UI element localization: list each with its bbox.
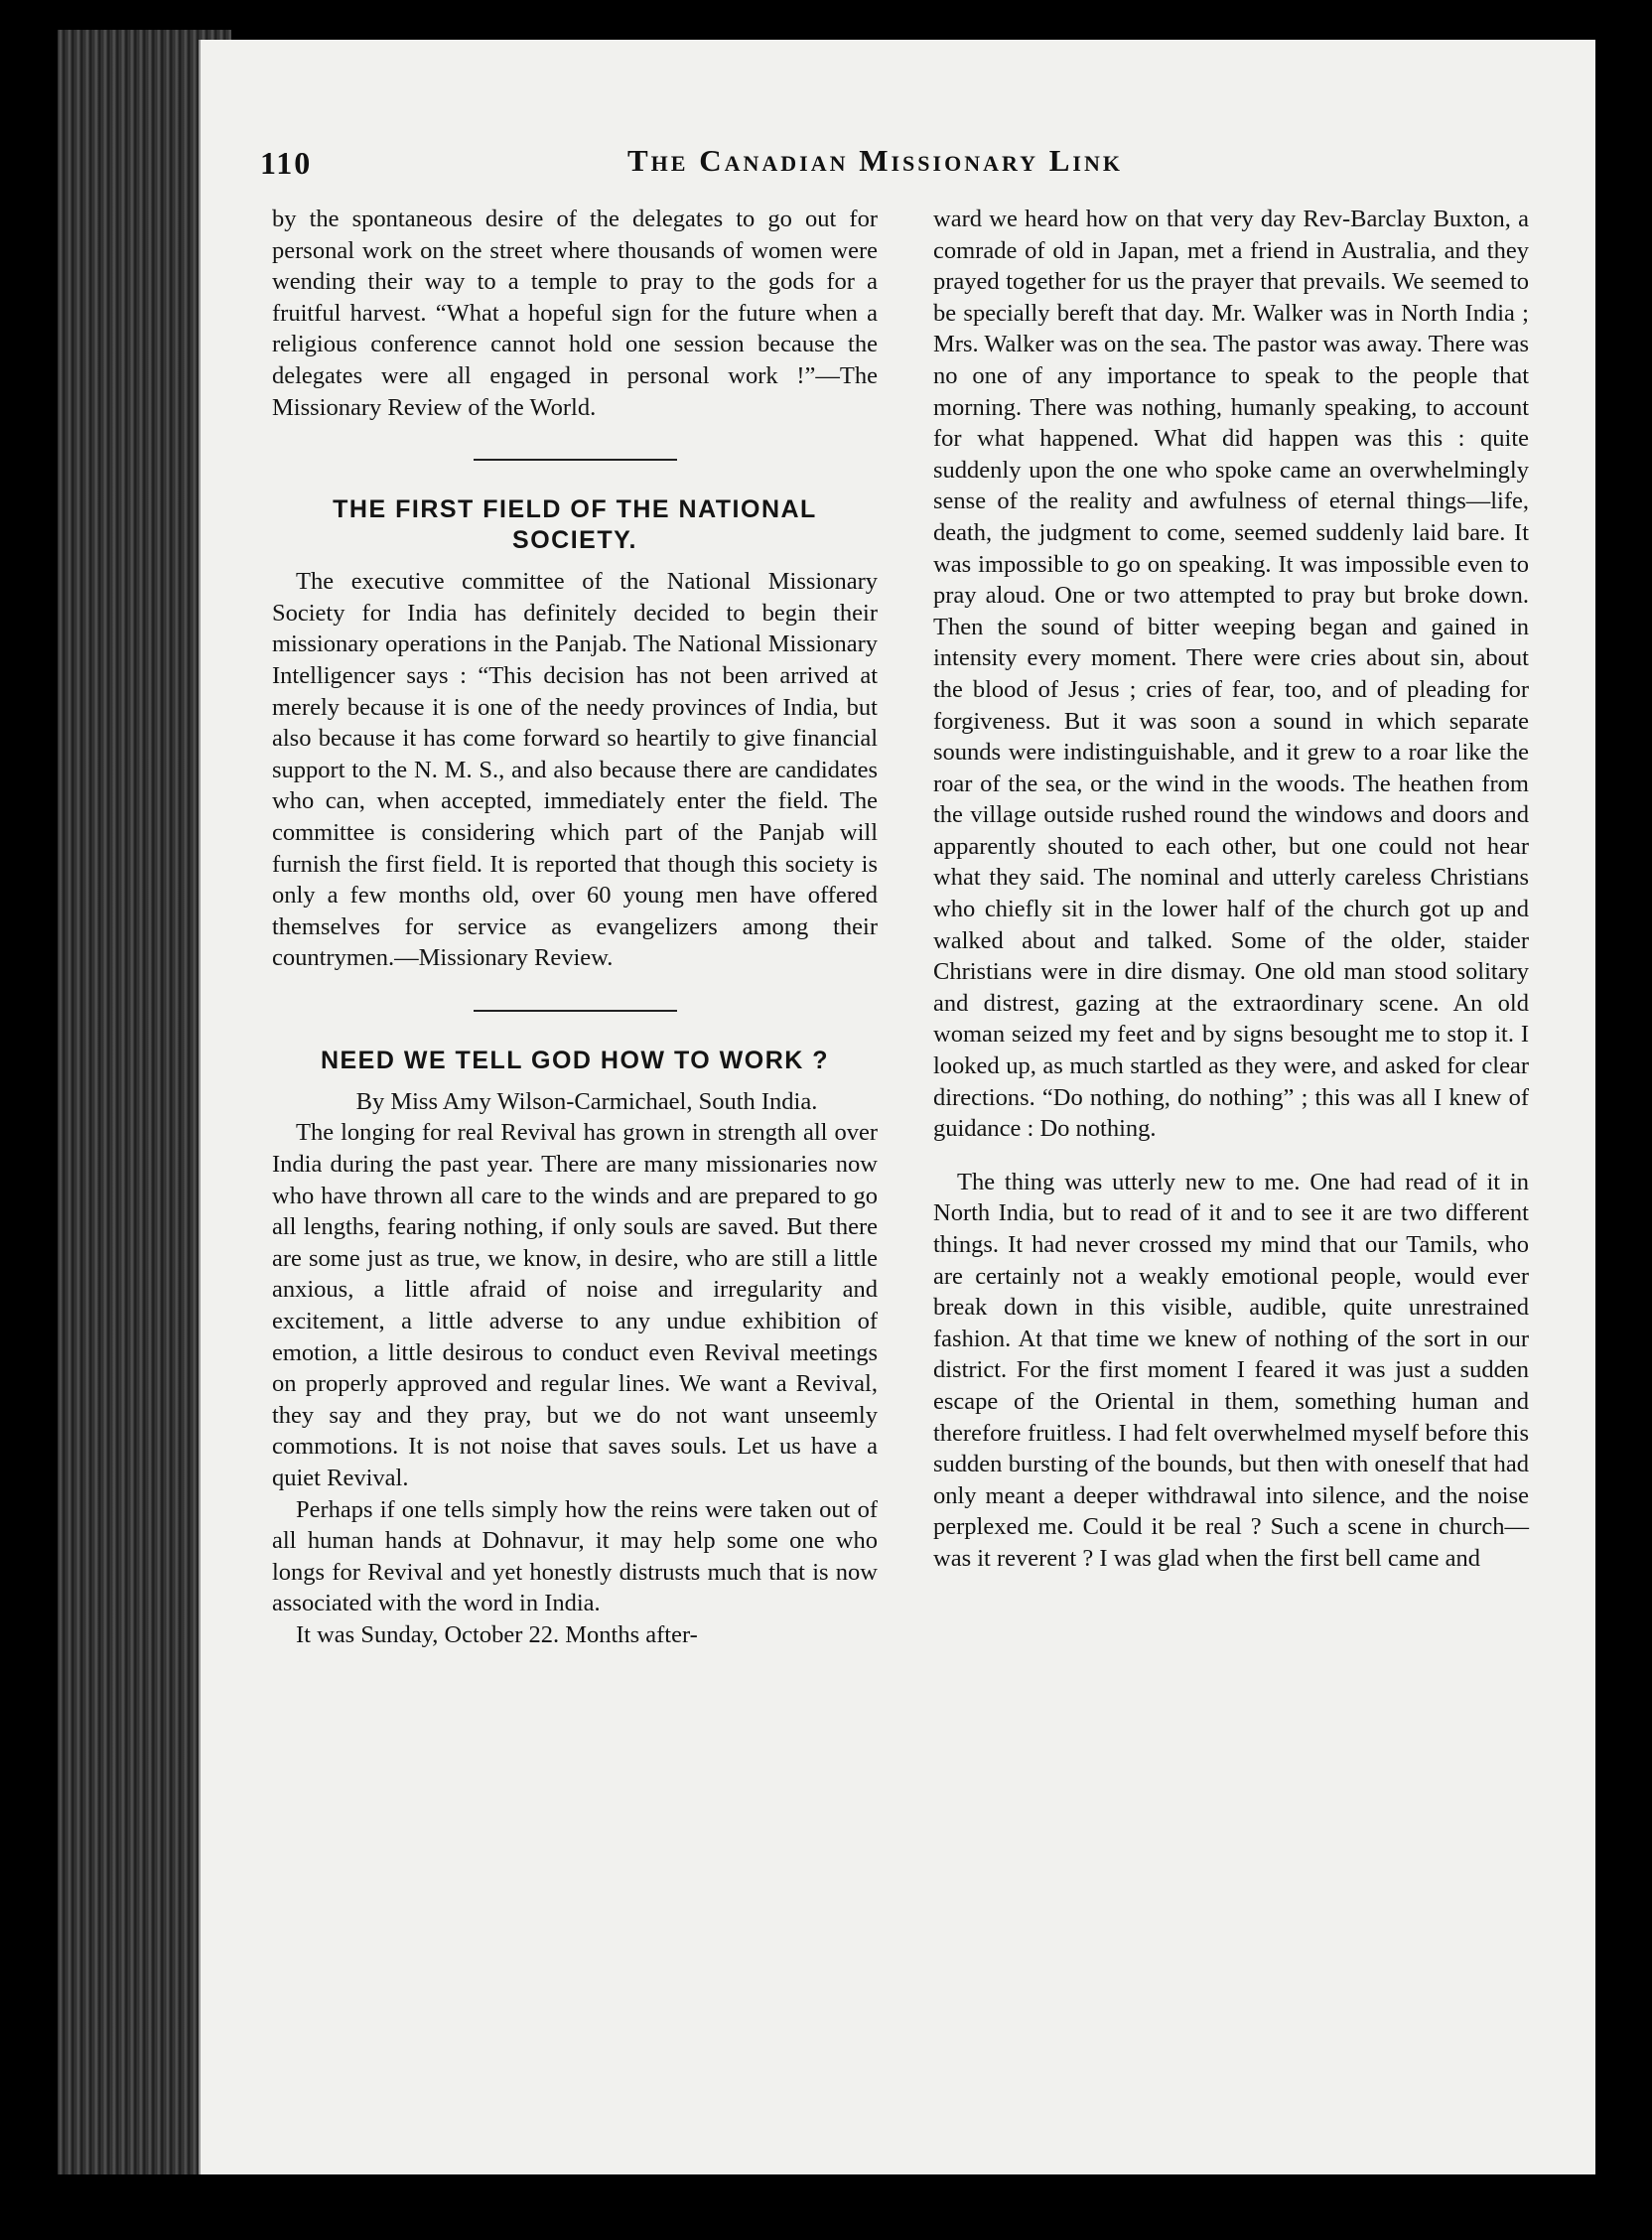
section-title: THE FIRST FIELD OF THE NATIONAL SOCIETY. <box>333 495 817 555</box>
page-number: 110 <box>260 145 313 181</box>
right-column <box>933 204 1529 1575</box>
paragraph: The thing was utterly new to me. One had read of it in North India, but to read of it and to see it are two different things. It had never crossed my mind that our Tamils, who are certainly not a weakly emotional people, would ever break down in this visible, audible, quite unrestrained fashion. At that time we knew of nothing of the sort in our district. For the first moment I feared it was just a sudden escape of the Oriental in them, something human and therefore fruitless. I had felt overwhelmed myself before this sudden bursting of the bounds, but then with oneself that had only meant a deeper withdrawal into silence, and the noise perplexed me. Could it be real ? Such a scene in church—was it reverent ? I was glad when the first bell came and <box>933 1168 1529 1572</box>
section-divider <box>474 459 677 461</box>
page-header <box>260 139 1541 189</box>
paragraph: ward we heard how on that very day Rev-Barclay Buxton, a comrade of old in Japan, met a friend in Australia, and they prayed together for us the prayer that prevails. We seemed to be specially bereft that day. Mr. Walker was in North India ; Mrs. Walker was on the sea. The pastor was away. There was no one of any importance to speak to the people that morning. There was nothing, humanly speaking, to account for what happened. What did happen was this : quite suddenly upon the one who spoke came an overwhelmingly sense of the reality and awfulness of eternal things—life, death, the judgment to come, seemed suddenly laid bare. It was impossible to go on speaking. It was impossible even to pray aloud. One or two attempted to pray but broke down. Then the sound of bitter weeping began and gained in intensity every moment. There were cries about sin, about the blood of Jesus ; cries of fear, too, and of pleading for forgiveness. But it was soon a sound in which separate sounds were indistinguishable, and it grew to a roar like the roar of the sea, or the wind in the woods. The heathen from the village outside rushed round the windows and doors and apparently shouted to each other, but one could not hear what they said. The nominal and utterly careless Christians who chiefly sit in the lower half of the church got up and walked about and talked. Some of the older, staider Christians were in dire dismay. One old man stood solitary and distrest, gazing at the extraordinary scene. An old woman seized my feet and by signs besought me to stop it. I looked up, as much startled as they were, and asked for clear directions. “Do nothing, do nothing” ; this was all I knew of guidance : Do nothing. <box>933 206 1529 1143</box>
paragraph: It was Sunday, October 22. Months after- <box>296 1620 698 1648</box>
byline: By Miss Amy Wilson-Carmichael, South India. <box>355 1087 818 1115</box>
left-column <box>272 204 878 1651</box>
running-title: The Canadian Missionary Link <box>627 143 1123 178</box>
paragraph: The longing for real Revival has grown in strength all over India during the past year. There are many missionaries now who have thrown all care to the winds and are prepared to go all lengths, fearing nothing, if only souls are saved. But there are some just as true, we know, in desire, who are still a little anxious, a little afraid of noise and irregularity and excitement, a little adverse to any undue exhibition of emotion, a little desirous to conduct even Revival meetings on properly approved and regular lines. We want a Revival, they say and they pray, but we do not want unseemly commotions. It is not noise that saves souls. Let us have a quiet Revival. <box>272 1119 878 1491</box>
section-divider <box>474 1010 677 1012</box>
opening-paragraph: by the spontaneous desire of the delegates to go out for personal work on the street where thousands of women were wending their way to a temple to pray to the gods for a fruitful harvest. “What a hopeful sign for the future when a religious conference cannot hold one session because the delegates were all engaged in personal work !”—The Missionary Review of the World. <box>272 206 878 421</box>
section-body: The executive committee of the National Missionary Society for India has definitely decided to begin their missionary operations in the Panjab. The National Missionary Intelligencer says : “This decision has not been arrived at merely because it is one of the needy provinces of India, but also because it has come forward so heartily to give financial support to the N. M. S., and also because there are candidates who can, when accepted, immediately enter the field. The committee is considering which part of the Panjab will furnish the first field. It is reported that though this society is only a few months old, over 60 young men have offered themselves for service as evangelizers among their countrymen.—Missionary Review. <box>272 568 878 972</box>
paragraph-gap <box>933 1145 1529 1167</box>
section-title: NEED WE TELL GOD HOW TO WORK ? <box>320 1046 830 1074</box>
paragraph: Perhaps if one tells simply how the reins were taken out of all human hands at Dohnavur, it may help some one who longs for Revival and yet honestly distrusts much that is now associated with the word in India. <box>272 1495 878 1617</box>
